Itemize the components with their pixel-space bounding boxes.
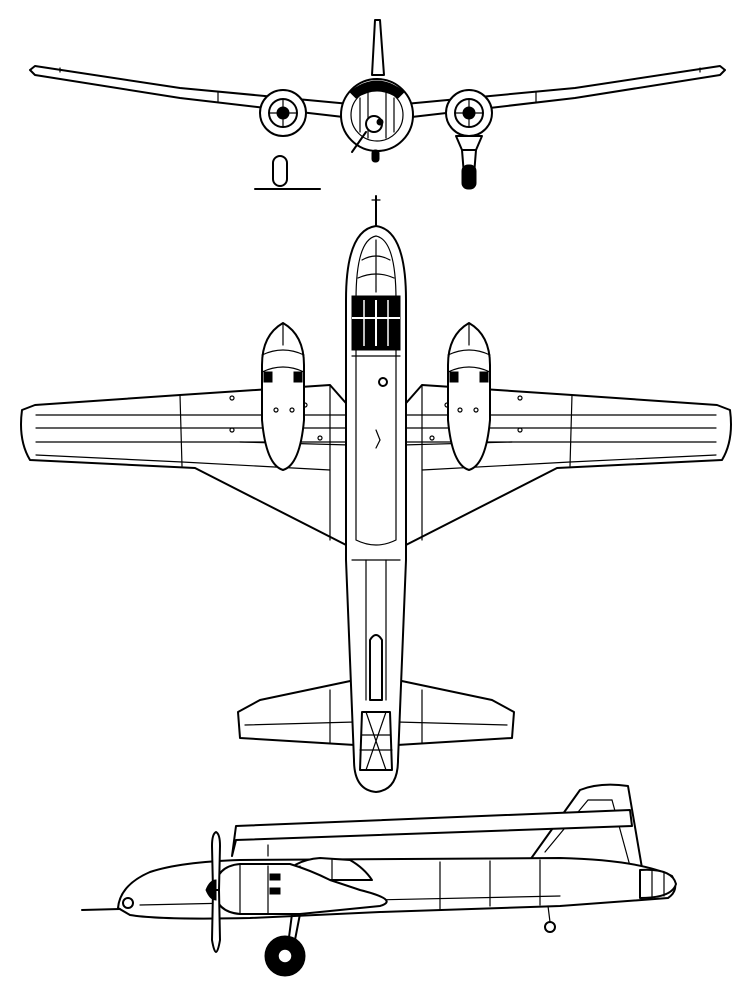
side-view [82,785,676,976]
top-view [21,196,731,792]
side-tail-wheel [545,922,555,932]
side-nose-gun [82,909,120,910]
front-main-wheel [462,165,476,189]
top-right-stabilizer [397,680,514,745]
drawing-line [270,888,280,894]
top-tail-fin [370,635,382,700]
side-fuselage [118,858,675,919]
drawing-line [548,906,550,922]
drawing-line [379,378,387,386]
front-tail-fin [372,20,384,75]
drawing-line [480,372,488,382]
drawing-line [377,119,383,125]
drawing-line [278,949,292,963]
top-left-exhaust [264,372,272,382]
drawing-line [123,898,133,908]
front-tail-wheel [372,150,379,162]
top-left-stabilizer [238,680,355,745]
front-gear-door [456,136,482,150]
front-retracted-gear [273,156,287,186]
drawing-line [270,874,280,880]
top-right-exhaust [450,372,458,382]
front-view [30,20,725,189]
drawing-line [294,372,302,382]
